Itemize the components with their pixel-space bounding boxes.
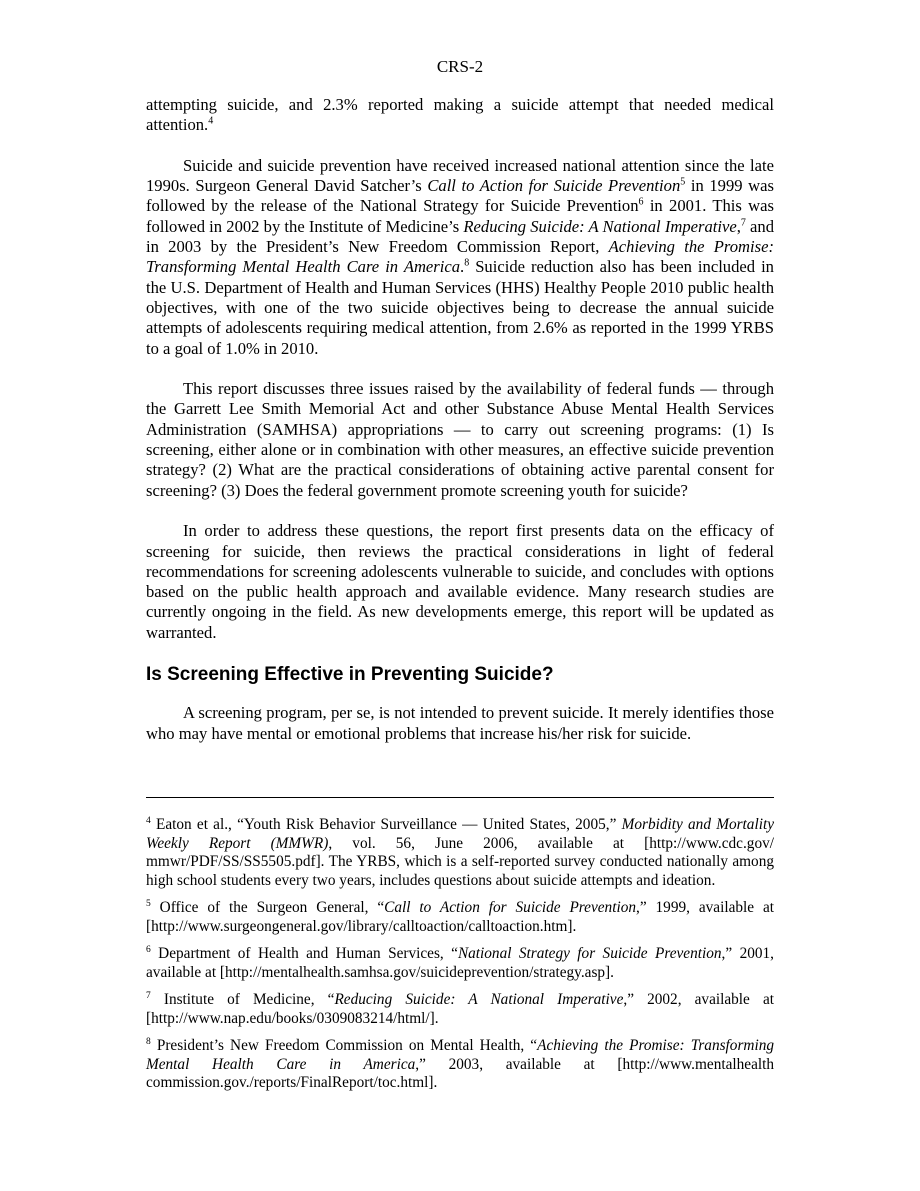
footnote-4 [146, 816, 774, 890]
italic-title: National Strategy for Suicide Prevention [457, 945, 722, 962]
paragraph-text: , [736, 216, 741, 236]
paragraph-text: Suicide reduction also has been included in the U.S. Department of Health and Human Services (HHS) Healthy People 2010 public health objectives, with one of the two suicide objectives being to decrease the annual suicide attempts of adolescents requiring medical attention, from 2.6% as reported in the 1999 YRBS to a goal of 1.0% in 2010. [146, 257, 774, 358]
footnote-6 [146, 945, 774, 982]
footnote-divider [146, 797, 774, 798]
italic-title: Call to Action for Suicide Prevention [427, 176, 681, 196]
footnote-5 [146, 899, 774, 936]
paragraph-text: Suicide and suicide prevention have received increased national attention since the late 1990s. Surgeon General David Satcher’s [146, 155, 774, 196]
paragraph-report-approach: In order to address these questions, the report first presents data on the efficacy of screening for suicide, then reviews the practical considerations in light of federal recommendations for screening adolescents vulnerable to suicide, and concludes with options based on the public health approach and available evidence. Many research studies are currently ongoing in the field. As new developments emerge, this report will be updated as warranted. [146, 521, 774, 642]
paragraph-text: . [460, 257, 465, 277]
footnote-number: 4 [146, 815, 151, 826]
footnote-text: Office of the Surgeon General, “ [150, 899, 385, 916]
page-number: CRS-2 [436, 57, 484, 76]
footnote-number: 7 [146, 990, 151, 1001]
italic-title: Call to Action for Suicide Prevention [384, 899, 636, 916]
paragraph-report-issues: This report discusses three issues raised by the availability of federal funds — through the Garrett Lee Smith Memorial Act and other Substance Abuse Mental Health Services Administration (SAMHSA) appropriations — to carry out screening programs: (1) Is screening, either alone or in combination with other measures, an effective suicide prevention strategy? (2) What are the practical considerations of obtaining active parental consent for screening? (3) Does the federal government promote screening youth for suicide? [146, 379, 774, 500]
paragraph-screening-program: A screening program, per se, is not intended to prevent suicide. It merely identifies those who may have mental or emotional problems that increase his/her risk for suicide. [146, 703, 774, 743]
footnote-text: Eaton et al., “Youth Risk Behavior Surveillance — United States, 2005,” [150, 816, 622, 833]
footnote-ref-6: 6 [638, 196, 644, 208]
footnote-text: , vol. 56, June 2006, available at [http://www.cdc.gov/ mmwr/PDF/SS/SS5505.pdf]. The YRBS, which is a self-reported survey conducted nationally among high school students every two years, includes questions about suicide attempts and ideation. [146, 834, 774, 889]
paragraph-text: attempting suicide, and 2.3% reported making a suicide attempt that needed medical attention. [146, 95, 774, 135]
paragraph-continuation [146, 95, 774, 136]
paragraph-text: in 1999 was followed by the release of the National Strategy for Suicide Prevention [146, 176, 774, 216]
italic-title: Reducing Suicide: A National Imperative [334, 991, 624, 1008]
italic-title: Achieving the Promise: Transforming Mental Health Care in America [146, 237, 774, 277]
footnote-ref-4: 4 [208, 115, 214, 127]
footnote-text: Institute of Medicine, “ [150, 991, 335, 1008]
paragraph-national-attention [146, 156, 774, 359]
section-heading: Is Screening Effective in Preventing Suicide? [146, 664, 554, 686]
footnote-text: ,” 2001, available at [http://mentalhealth.samhsa.gov/suicideprevention/strategy.asp]. [146, 945, 774, 981]
italic-title: Achieving the Promise: Transforming Mental Health Care in America [146, 1037, 774, 1073]
footnote-text: ,” 2003, available at [http://www.mentalhealth commission.gov./reports/FinalReport/toc.html]. [146, 1055, 775, 1091]
paragraph-text: and in 2003 by the President’s New Freedom Commission Report, [146, 216, 775, 257]
footnote-text: ,” 2002, available at [http://www.nap.edu/books/0309083214/html/]. [146, 991, 774, 1027]
italic-title: Morbidity and Mortality Weekly Report (MMWR) [146, 816, 774, 852]
italic-title: Reducing Suicide: A National Imperative [463, 216, 737, 236]
footnote-7 [146, 991, 774, 1028]
body-text [146, 95, 774, 764]
footnote-number: 5 [146, 898, 151, 909]
footnotes [146, 816, 774, 1102]
footnote-ref-5: 5 [680, 176, 686, 188]
footnote-ref-8: 8 [464, 257, 470, 269]
footnote-text: President’s New Freedom Commission on Mental Health, “ [150, 1037, 538, 1054]
footnote-number: 8 [146, 1036, 151, 1047]
footnote-text: ,” 1999, available at [http://www.surgeongeneral.gov/library/calltoaction/calltoaction.htm]. [146, 899, 774, 935]
footnote-number: 6 [146, 944, 151, 955]
footnote-ref-7: 7 [740, 217, 746, 229]
footnote-8 [146, 1037, 774, 1093]
footnote-text: Department of Health and Human Services, “ [150, 945, 458, 962]
paragraph-text: in 2001. This was followed in 2002 by the Institute of Medicine’s [146, 196, 774, 236]
